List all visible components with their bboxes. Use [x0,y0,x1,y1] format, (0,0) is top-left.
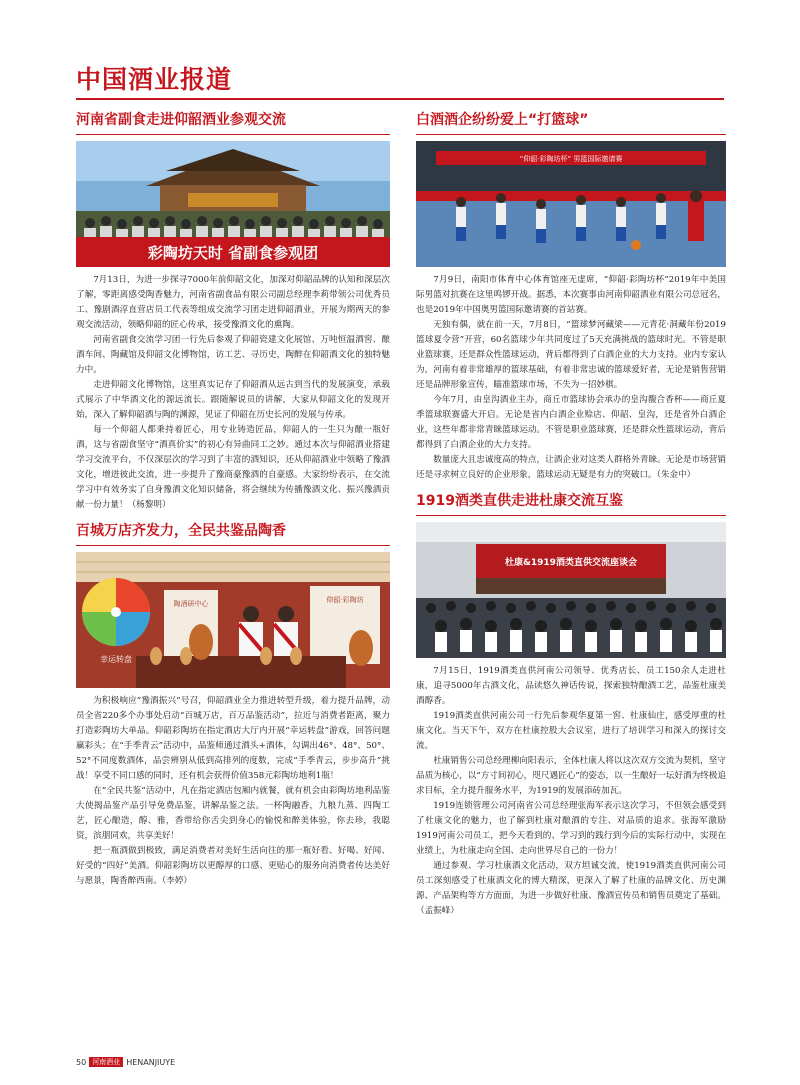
article-3-title: 白酒酒企纷纷爱上“打篮球” [416,112,589,128]
article-2-paragraph: 把一瓶酒做到极致，满足消费者对美好生活向往的那一瓶好看、好喝、好闻、好受的“四好”美酒。仰韶彩陶坊以更醇厚的口感、更贴心的服务向消费者传达美好与愿景，陶香醉西南。（李婷） [76,846,390,886]
page-number: 50 [76,1057,87,1067]
section-title: 中国酒业报道 [76,65,233,94]
wheel-label: 幸运转盘 [100,655,132,664]
page-footer [76,1057,175,1067]
article-4-paragraph: 通过参观、学习杜康酒文化活动，双方坦诚交流，使1919酒类直供河南公司员工深刻感受了杜康酒文化的博大精深，更深入了解了杜康的品牌文化、历史渊源、产品架构等方方面面，为进一步做好杜康、豫酒宣传员和销售员奠定了基础。（孟振峰） [416,861,726,916]
article-1-paragraph: 河南省副食交流学习团一行先后参观了仰韶瓷建文化展馆、万吨恒温酒窖、酿酒车间、陶藏馆及仰韶文化博物馆，访工艺、寻历史，陶醉在仰韶酒文化的独特魅力中。 [76,335,390,375]
article-4-paragraph: 杜康销售公司总经理柳向阳表示，全体杜康人将以这次双方交流为契机，坚守品质为核心，以“方寸间初心，咫尺遇匠心”的姿态，以一生酿好一坛好酒为终极追求目标，全力提升服务水平，为1919的发展添砖加瓦。 [416,756,726,796]
right-column [416,104,726,919]
conference-image [416,522,726,658]
article-3-rule [416,134,726,135]
article-1-paragraph: 7月13日，为进一步探寻7000年前仰韶文化，加深对仰韶品牌的认知和深层次了解，零距离感受陶香魅力，河南省副食品有限公司副总经理李莉带领公司优秀员工、豫剧酒淳直营店员工代表等组成交流学习团走进仰韶酒业，开展为期两天的参观交流活动，领略仰韶的匠心传承，接受豫酒文化的熏陶。 [76,275,390,330]
article-3-paragraph: 数量庞大且忠诚度高的特点，让酒企业对这类人群格外青睐。无论是市场营销还是寻求树立良好的企业形象，篮球运动无疑是有力的突破口。（朱金中） [416,455,726,480]
article-4-rule [416,515,726,516]
article-1-paragraph: 走进仰韶文化博物馆，这里真实记存了仰韶酒从远古到当代的发展演变，承载式展示了中华酒文化的源远流长。跟随解说员的讲解，大家从仰韶文化的发现开始，深入了解仰韶酒与陶的渊源，见证了仰韶在历史长河的发展与传承。 [76,380,390,420]
booth-sign-right: 仰韶·彩陶坊 [326,596,364,604]
article-3-photo [416,141,726,267]
section-rule [76,98,724,100]
article-1-paragraph: 每一个仰韶人都秉持着匠心，用专业铸造匠品，仰韶人的一生只为酿一瓶好酒，这与省副食坚守“酒真价实”的初心有异曲同工之妙。通过本次与仰韶酒业搭建学习交流平台，不仅深层次的学习到了丰富的酒知识，还从仰韶酒业中领略了豫酒文化，增进彼此交流，进一步提升了豫商豪豫酒的自豪感。大家纷纷表示，在交流学习中有效务实了自身豫酒文化知识储备，将会继续为传播豫酒文化、振兴豫酒贡献一份力量！（杨黎明） [76,425,390,510]
court-banner-text: “仰韶·彩陶坊杯” 男篮国际邀请赛 [519,155,623,163]
basketball-court-image [416,141,726,267]
article-3-paragraph: 今年7月，由皇沟酒业主办，商丘市篮球协会承办的皇沟馥合香杯——商丘夏季篮球联赛盛大开启。无论是省内白酒企业赊店、仰韶、皇沟，还是省外白酒企业，这些年都非常青睐篮球运动。不管是职业篮球赛，还是群众性篮球运动，背后都得到了白酒企业的大力支持。 [416,395,726,450]
article-1-photo [76,141,390,267]
article-3-paragraph: 无独有偶，就在前一天，7月8日，“篮球梦河藏梁——元青花·洞藏年份2019篮球夏令营”开营，60名篮球少年共同度过了5天充满挑战的篮球时光。不管是职业篮球赛，还是群众性篮球运动，背后都得到了白酒企业的大力支持。业内专家认为，河南有着非常雄厚的篮球基础，有着非常忠诚的篮球爱好者，无论是销售营销还是品牌形象宣传，瞄准篮球市场，不失为一招妙棋。 [416,320,726,390]
conference-banner-text: 杜康&1919酒类直供交流座谈会 [505,558,637,568]
magazine-brand: 河南酒业 [89,1057,123,1067]
tasting-booth-image [76,552,390,688]
article-4-paragraph: 1919酒类直供河南公司一行先后参观华夏第一窖、杜康仙庄，感受厚重的杜康文化。当天下午，双方在杜康控股大会议室，进行了培训学习和深入的探讨交流。 [416,711,726,751]
article-1-rule [76,134,390,135]
article-4-title: 1919酒类直供走进杜康交流互鉴 [416,493,623,509]
article-4-paragraph: 1919连锁管理公司河南省公司总经理张海军表示这次学习，不但领会感受到了杜康文化的魅力，也了解到杜康对酿酒的专注、对品质的追求。张海军激励1919河南公司员工，把今天看到的、学习到的践行到今后的实际行动中，实现在业绩上，为杜康走向全国、走向世界尽自己的一份力！ [416,801,726,856]
article-3-paragraph: 7月9日，南阳市体育中心体育馆座无虚席，“仰韶·彩陶坊杯”2019年中美国际男篮对抗赛在这里鸣锣开战。据悉，本次赛事由河南仰韶酒业有限公司总冠名，也是2019年中国奥男篮国际邀请赛的首站赛。 [416,275,726,315]
article-2-photo [76,552,390,688]
article-2-paragraph: 在“全民共鉴”活动中，凡在指定酒店包厢内就餐，就有机会由彩陶坊地利品鉴大使揭品鉴产品引导免费品鉴，讲解品鉴之法。一杯陶融香，九粮九蒸、四陶工艺，匠心酿造，醇、雅，香带给你舌尖到身心的愉悦和醉美体验，你去珍，我聪资，滨朋同欢，共享美好！ [76,786,390,841]
article-2-paragraph: 为积极响应“豫酒振兴”号召，仰韶酒业全力推进转型升级，着力提升品牌，动员全省220多个办事处启动“百城万店，百万品鉴活动”，拉近与消费者距离，聚力打造彩陶坊大单品。仰韶彩陶坊在指定酒店大厅内开展“幸运转盘”游戏，回答问题赢彩头；在“手季青云”活动中，品鉴师通过酒头+酒体，勾调出46°、48°、50°、52°不同度数酒体，品尝辨别从低到高排列的度数，完成“手季青云，步步高升”挑战！享受不同口感的同时，还有机会获得价值358元彩陶坊地利1瓶！ [76,696,390,781]
group-photo-image [76,141,390,267]
booth-sign-left: 陶酒研中心 [173,600,209,608]
article-4-photo [416,522,726,658]
article-1-title: 河南省副食走进仰韶酒业参观交流 [76,112,286,128]
left-column [76,104,390,889]
article-4-paragraph: 7月15日，1919酒类直供河南公司领导、优秀店长、员工150余人走进杜康，追寻5000年古酒文化，品读悠久神话传说，探索独特酿酒工艺，品鉴杜康美酒醇香。 [416,666,726,706]
publication-name: HENANJIUYE [126,1057,176,1067]
banner-text: 彩陶坊天时 省副食参观团 [147,244,319,262]
article-2-rule [76,545,390,546]
article-2-title: 百城万店齐发力，全民共鉴品陶香 [76,523,286,539]
